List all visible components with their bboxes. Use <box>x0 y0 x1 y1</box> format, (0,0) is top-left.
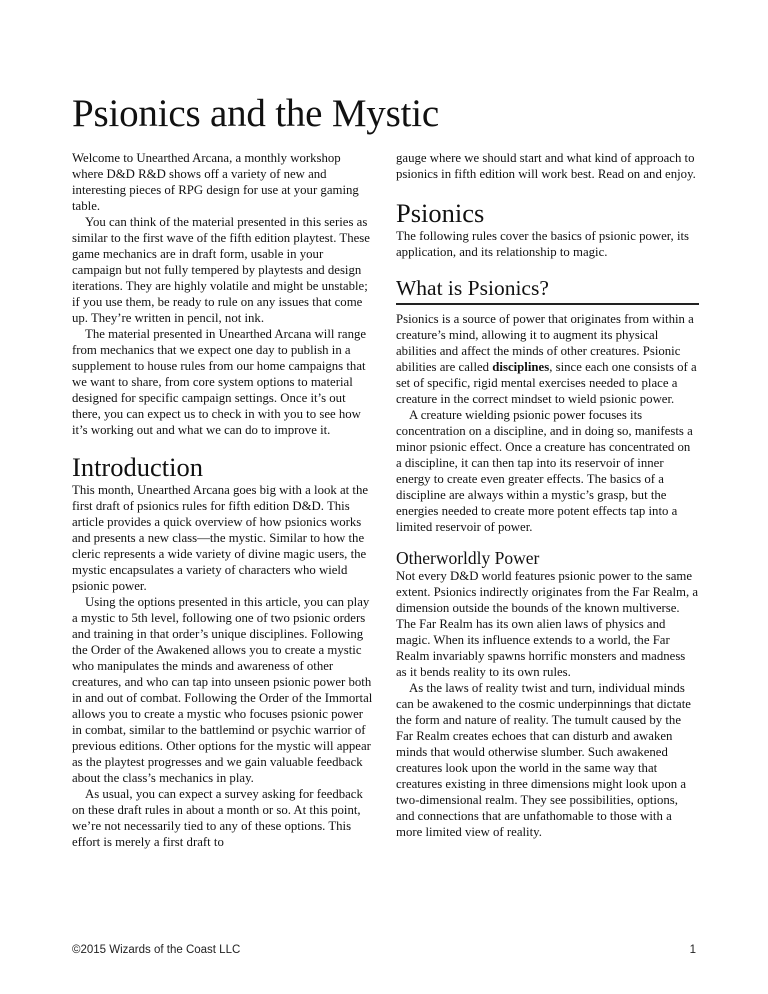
right-column <box>396 150 699 840</box>
bold-term-disciplines: disciplines <box>492 360 550 374</box>
continued-paragraph: gauge where we should start and what kind of approach to psionics in fifth edition will work best. Read on and enjoy. <box>396 151 696 181</box>
text-run: , since each one consists of a set of specific, rigid mental exercises needed to place a creature in the correct mindset to wield psionic power. <box>396 360 697 406</box>
subsection-heading-otherworldly-power: Otherworldly Power <box>396 548 540 568</box>
page-title: Psionics and the Mystic <box>72 92 439 135</box>
body-paragraph: Not every D&D world features psionic power to the same extent. Psionics indirectly originates from the Far Realm, a dimension outside the bounds of the known multiverse. The Far Realm has its own alien laws of physics and magic. When its influence extends to a world, the Far Realm invariably spawns horrific monsters and madness as it bends reality to its own rules. <box>396 569 699 679</box>
footer-page-number: 1 <box>689 944 696 956</box>
body-paragraph: As the laws of reality twist and turn, individual minds can be awakened to the cosmic underpinnings that dictate the form and nature of reality. The tumult caused by the Far Realm creates echoes that can disturb and awaken minds that would otherwise slumber. Such awakened creatures look upon the world in the same way that creatures existing in three dimensions might look upon a two-dimensional realm. They see possibilities, options, and connections that are unfathomable to those with a more limited view of reality. <box>396 681 691 839</box>
body-paragraph: You can think of the material presented in this series as similar to the first wave of the fifth edition playtest. These game mechanics are in draft form, usable in your campaign but not fully tempered by playtests and design iterations. They are highly volatile and might be unstable; if you use them, be ready to rule on any issues that come up. They’re written in pencil, not ink. <box>72 215 370 325</box>
body-paragraph: The following rules cover the basics of psionic power, its application, and its relationship to magic. <box>396 229 690 259</box>
body-paragraph: As usual, you can expect a survey asking for feedback on these draft rules in about a month or so. At this point, we’re not necessarily tied to any of these options. This effort is merely a first draft to <box>72 787 363 849</box>
section-heading-psionics: Psionics <box>396 198 485 228</box>
body-paragraph: Using the options presented in this article, you can play a mystic to 5th level, following one of two psionic orders and training in that order’s unique disciplines. Following the Order of the Awakened allows you to create a mystic who manipulates the minds and awareness of other creatures, and who can tap into unseen psionic power both in and out of combat. Following the Order of the Immortal allows you to create a mystic who focuses psionic power in combat, similar to the battlemind or psychic warrior of previous editions. Other options for the mystic will appear as the playtest progresses and we gain valuable feedback about the class’s mechanics in play. <box>72 595 373 785</box>
footer-copyright: ©2015 Wizards of the Coast LLC <box>72 944 241 956</box>
body-paragraph <box>396 311 699 407</box>
subsection-heading-what-is-psionics: What is Psionics? <box>396 275 699 305</box>
body-paragraph: The material presented in Unearthed Arcana will range from mechanics that we expect one day to publish in a supplement to house rules from our home campaigns that we want to share, from core system options to material designed for specific campaign settings. Once it’s out there, you can expect us to check in with you to see how it’s working out and what we can do to improve it. <box>72 327 367 437</box>
text-run: Psionics is a source of power that originates from within a creature’s mind, allowing it to augment its physical abilities and affect the minds of other creatures. Psionic abilities are called <box>396 312 694 374</box>
body-paragraph: A creature wielding psionic power focuses its concentration on a discipline, and in doing so, manifests a minor psionic effect. Once a creature has concentrated on a discipline, it can then tap into its reservoir of inner energy to create even greater effects. The basics of a discipline are always within a mystic’s grasp, but the energies needed to create more potent effects tap into a limited reservoir of power. <box>396 408 693 534</box>
section-heading-introduction: Introduction <box>72 452 203 482</box>
intro-paragraph: Welcome to Unearthed Arcana, a monthly workshop where D&D R&D shows off a variety of new and interesting pieces of RPG design for use at your gaming table. <box>72 151 359 213</box>
body-paragraph: This month, Unearthed Arcana goes big with a look at the first draft of psionics rules for fifth edition D&D. This article provides a quick overview of how psionics works and presents a new class—the mystic. Similar to how the cleric represents a wide variety of divine magic users, the mystic encapsulates a variety of characters who wield psionic power. <box>72 483 369 593</box>
left-column <box>72 150 375 850</box>
